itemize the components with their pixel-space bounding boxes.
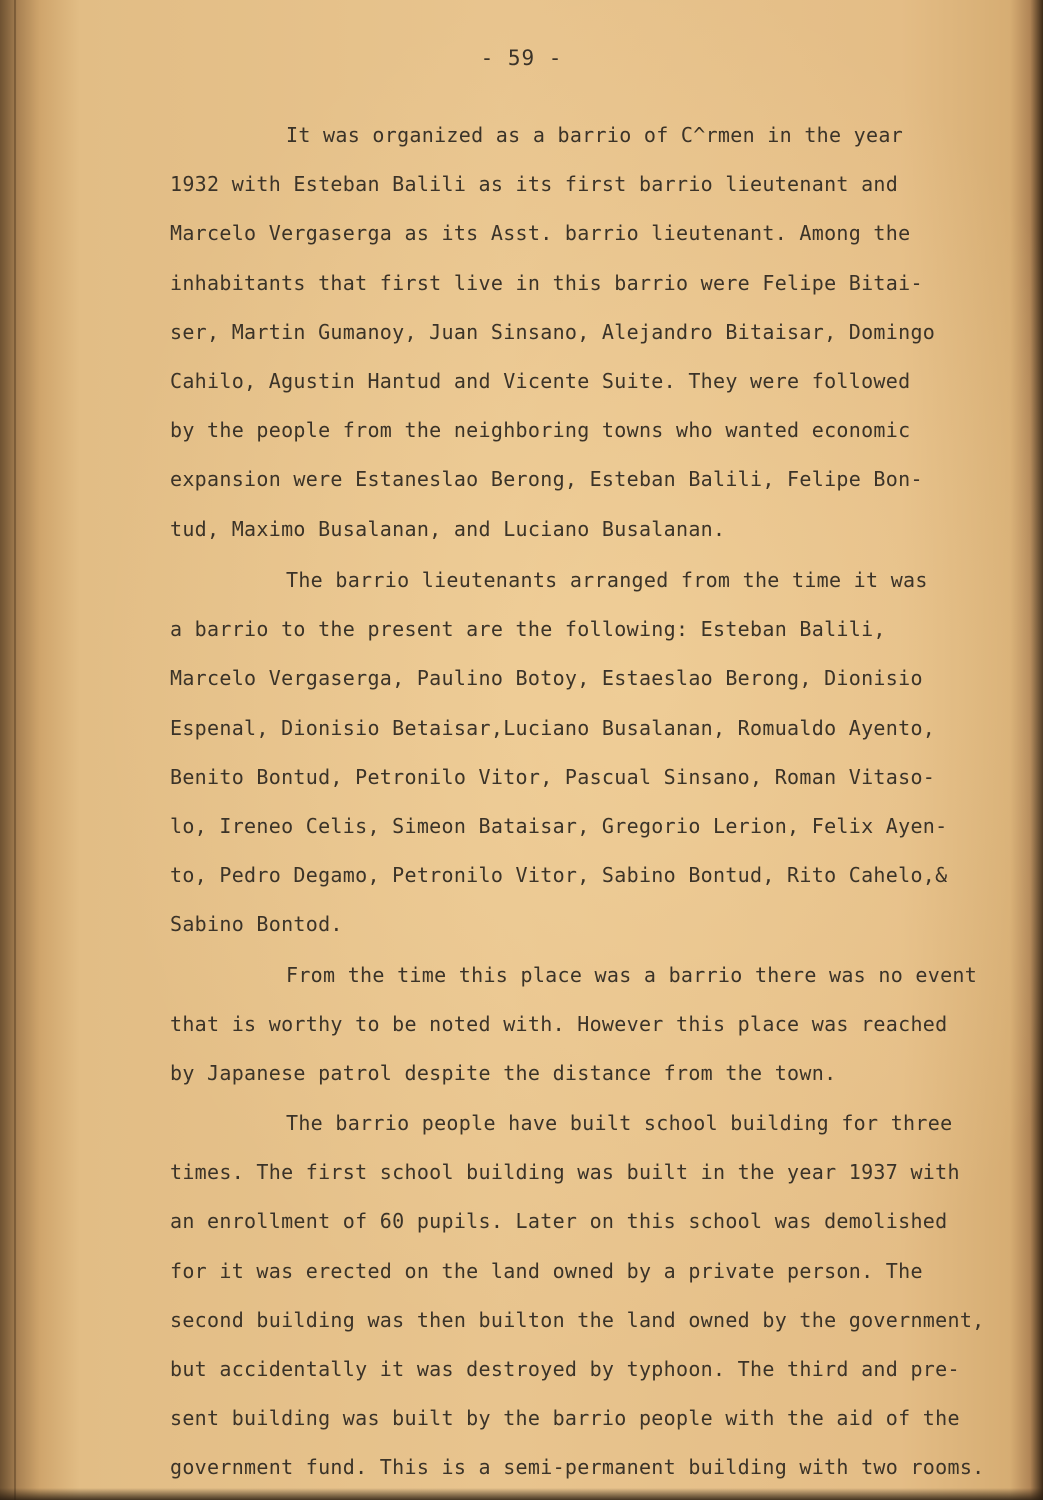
text-line: ser, Martin Gumanoy, Juan Sinsano, Alejandro Bitaisar, Domingo <box>170 319 936 344</box>
paragraph-events <box>170 951 980 1099</box>
text-line: sent building was built by the barrio people with the aid of the <box>170 1406 960 1431</box>
text-line: Marcelo Vergaserga, Paulino Botoy, Estaeslao Berong, Dionisio <box>170 666 923 691</box>
text-line: that is worthy to be noted with. However this place was reached <box>170 1012 948 1037</box>
paragraph-school <box>170 1099 985 1493</box>
paragraph-lieutenants <box>170 556 980 950</box>
text-line: The barrio lieutenants arranged from the time it was <box>286 568 928 592</box>
text-line: second building was then builton the land owned by the government, <box>170 1307 985 1332</box>
text-line: by the people from the neighboring towns who wanted economic <box>170 418 911 443</box>
text-line: inhabitants that first live in this barrio were Felipe Bitai- <box>170 270 923 295</box>
text-line: an enrollment of 60 pupils. Later on this school was demolished <box>170 1209 948 1234</box>
text-line: times. The first school building was built in the year 1937 with <box>170 1160 960 1185</box>
page-number: - 59 - <box>480 46 563 70</box>
text-line: Cahilo, Agustin Hantud and Vicente Suite. They were followed <box>170 368 911 393</box>
text-line: tud, Maximo Busalanan, and Luciano Busalanan. <box>170 516 726 541</box>
text-line: by Japanese patrol despite the distance from the town. <box>170 1061 837 1086</box>
text-line: The barrio people have built school building for three <box>286 1111 953 1135</box>
text-line: expansion were Estaneslao Berong, Esteban Balili, Felipe Bon- <box>170 467 923 492</box>
binding-edge <box>14 0 16 1500</box>
text-line: Sabino Bontod. <box>170 912 343 937</box>
text-line: lo, Ireneo Celis, Simeon Bataisar, Gregorio Lerion, Felix Ayen- <box>170 813 948 838</box>
text-line: It was organized as a barrio of C^rmen in the year <box>286 123 904 147</box>
text-line: Marcelo Vergaserga as its Asst. barrio lieutenant. Among the <box>170 221 911 246</box>
text-line: for it was erected on the land owned by a private person. The <box>170 1258 923 1283</box>
text-line: but accidentally it was destroyed by typhoon. The third and pre- <box>170 1356 960 1381</box>
text-line: to, Pedro Degamo, Petronilo Vitor, Sabino Bontud, Rito Cahelo,& <box>170 863 948 888</box>
text-line: From the time this place was a barrio there was no event <box>286 963 978 987</box>
text-line: Espenal, Dionisio Betaisar,Luciano Busalanan, Romualdo Ayento, <box>170 715 936 740</box>
text-line: Benito Bontud, Petronilo Vitor, Pascual Sinsano, Roman Vitaso- <box>170 764 936 789</box>
text-line: a barrio to the present are the following: Esteban Balili, <box>170 617 886 642</box>
text-line: 1932 with Esteban Balili as its first barrio lieutenant and <box>170 172 899 197</box>
text-line: government fund. This is a semi-permanent building with two rooms. <box>170 1455 985 1480</box>
paragraph-organization <box>170 111 980 554</box>
